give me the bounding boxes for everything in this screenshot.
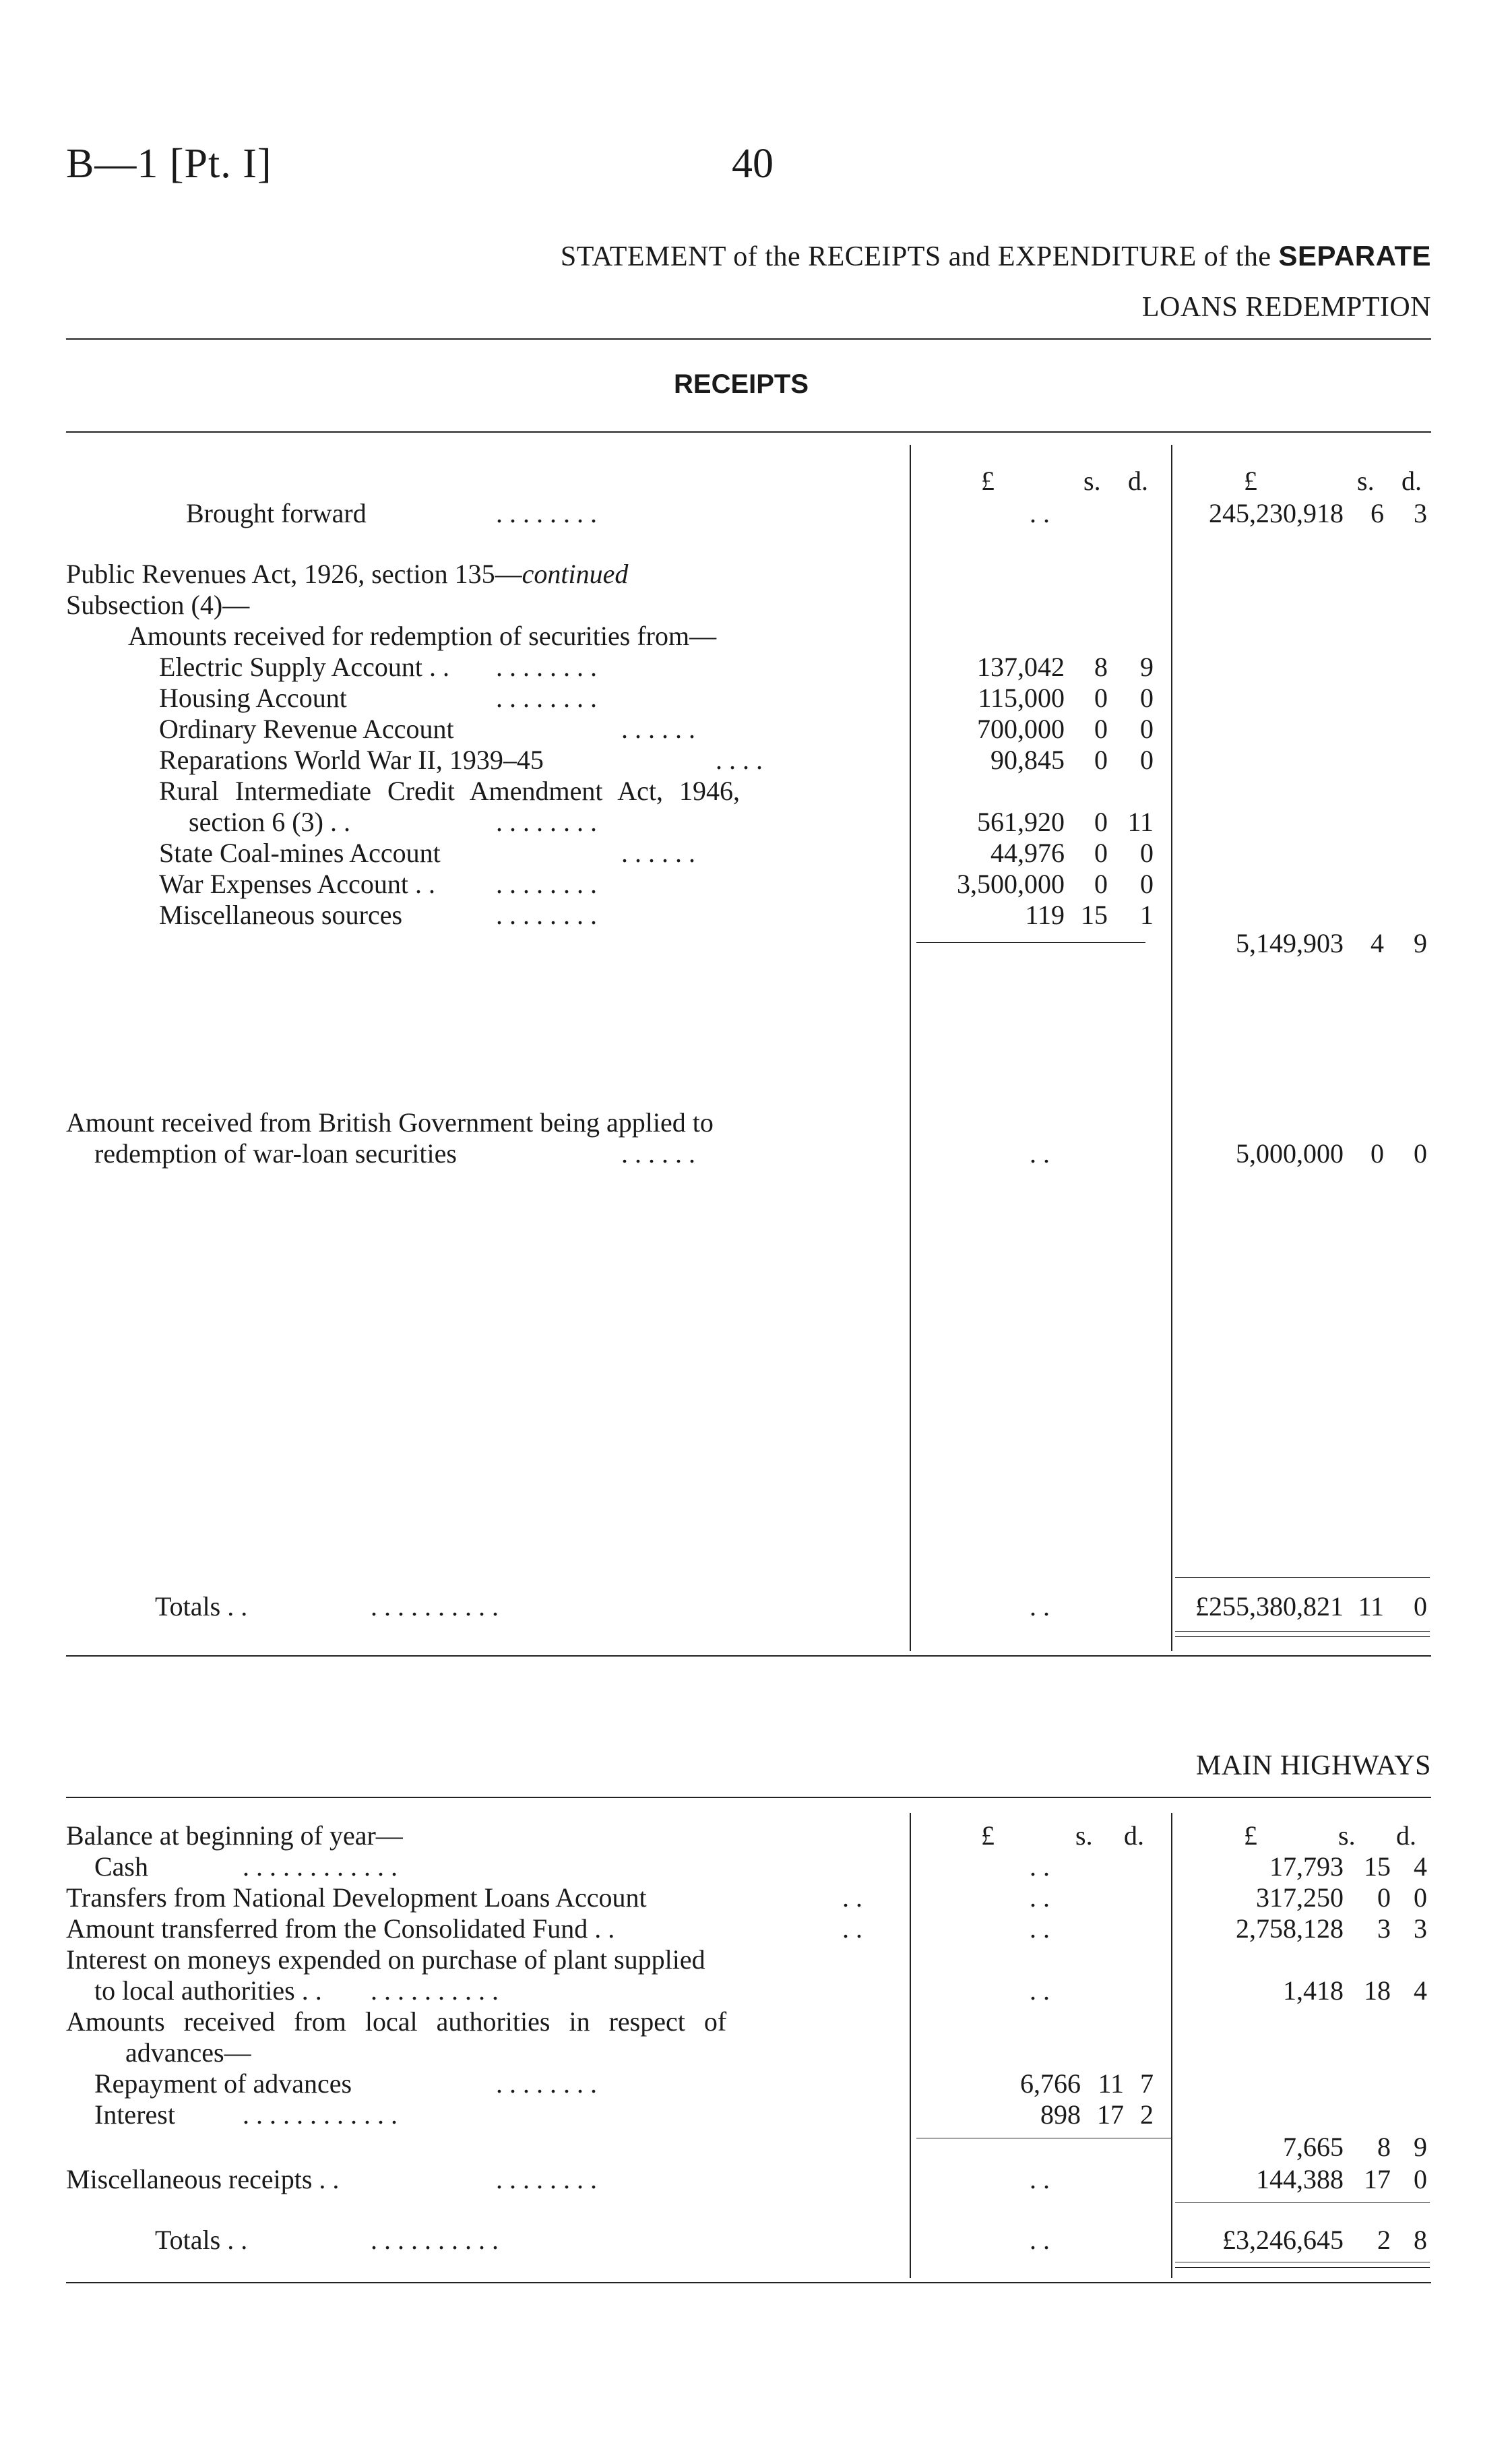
brought-forward-pound: 245,230,918 [1209, 498, 1344, 528]
totals-rule-top [1175, 2202, 1430, 2203]
local-subtotal-pound: 7,665 [1283, 2132, 1344, 2162]
leader-dots: . . [842, 1882, 862, 1913]
interest-plant-pound: 1,418 [1283, 1975, 1344, 2006]
leader-dots: . . . . . . . . . . . . [243, 1851, 398, 1882]
interest-pence: 2 [1140, 2099, 1154, 2130]
subtotal-pound: 5,149,903 [1236, 928, 1344, 958]
item-pound: 137,042 [977, 652, 1065, 682]
outer-pound-header: £ [1244, 466, 1257, 496]
inner-shilling-header: s. [1083, 466, 1101, 496]
leader-dots: . . . . . . . . . . . . [243, 2099, 398, 2130]
repayment-pound: 6,766 [1020, 2068, 1081, 2099]
brought-forward-shilling: 6 [1371, 498, 1384, 528]
totals-shilling: 2 [1377, 2225, 1391, 2255]
page-number: 40 [732, 141, 774, 187]
item-pound: 119 [1025, 900, 1065, 930]
item-shilling: 0 [1094, 683, 1108, 713]
empty-amount-dots: . . [1030, 1591, 1050, 1622]
item-pound: 700,000 [977, 714, 1065, 744]
british-label: Amount received from British Government being applied to [66, 1107, 714, 1138]
empty-amount-dots: . . [1030, 2225, 1050, 2255]
repayment-pence: 7 [1140, 2068, 1154, 2099]
misc-pence: 0 [1414, 2164, 1427, 2194]
statement-subtitle: LOANS REDEMPTION [1141, 292, 1431, 323]
leader-dots: . . . . . . . . [496, 652, 597, 682]
act-heading [66, 558, 628, 590]
local-heading: Amounts received from local authorities in respect of [66, 2006, 727, 2037]
interest-plant-label-continued: to local authorities . . [94, 1975, 322, 2006]
transfers-pence: 0 [1414, 1882, 1427, 1913]
interest-plant-shilling: 18 [1364, 1975, 1391, 2006]
item-pound: 90,845 [990, 745, 1065, 775]
consolidated-pence: 3 [1414, 1913, 1427, 1944]
leader-dots: . . . . . . [621, 838, 695, 868]
consolidated-pound: 2,758,128 [1236, 1913, 1344, 1944]
item-label: Miscellaneous sources [159, 900, 403, 930]
item-pence: 0 [1140, 714, 1154, 744]
rule-top [66, 338, 1431, 340]
leader-dots: . . . . . . . . [496, 2164, 597, 2194]
misc-pound: 144,388 [1256, 2164, 1344, 2194]
leader-dots: . . . . . . . . [496, 683, 597, 713]
leader-dots: . . . . . . . . [496, 869, 597, 899]
cash-shilling: 15 [1364, 1851, 1391, 1882]
item-pence: 1 [1140, 900, 1154, 930]
leader-dots: . . . . . . . . . . [371, 1591, 499, 1622]
empty-amount-dots: . . [1030, 1851, 1050, 1882]
statement-title-text: STATEMENT of the RECEIPTS and EXPENDITURE of the [560, 241, 1271, 272]
item-pence: 9 [1140, 652, 1154, 682]
transfers-shilling: 0 [1377, 1882, 1391, 1913]
item-shilling: 0 [1094, 807, 1108, 837]
item-label: Housing Account [159, 683, 347, 713]
leader-dots: . . [842, 1913, 862, 1944]
misc-shilling: 17 [1364, 2164, 1391, 2194]
item-shilling: 15 [1081, 900, 1108, 930]
consolidated-label: Amount transferred from the Consolidated Fund . . [66, 1913, 615, 1944]
balance-heading: Balance at beginning of year— [66, 1820, 403, 1851]
leader-dots: . . . . . . . . . . [371, 2225, 499, 2255]
column-rule-outer [1171, 1813, 1172, 2278]
item-label: War Expenses Account . . [159, 869, 435, 899]
british-label-continued: redemption of war-loan securities [94, 1138, 457, 1169]
subtotal-shilling: 4 [1371, 928, 1384, 958]
inner-pound-header: £ [981, 466, 995, 496]
empty-amount-dots: . . [1030, 1913, 1050, 1944]
rule-section-end [66, 1655, 1431, 1657]
subtotal-pence: 9 [1414, 928, 1427, 958]
act-heading-text: Public Revenues Act, 1926, section 135— [66, 559, 522, 589]
item-pence: 0 [1140, 869, 1154, 899]
item-pence: 11 [1127, 807, 1154, 837]
rule-section2-end [66, 2282, 1431, 2283]
empty-amount-dots: . . [1030, 1975, 1050, 2006]
item-pence: 0 [1140, 745, 1154, 775]
outer-shilling-header: s. [1357, 466, 1375, 496]
item-label: Ordinary Revenue Account [159, 714, 454, 744]
totals-double-rule [1175, 1636, 1430, 1637]
leader-dots: . . . . . . . . [496, 498, 597, 528]
totals-pound: £3,246,645 [1222, 2225, 1344, 2255]
brought-forward-label: Brought forward [186, 498, 367, 528]
document-reference: B—1 [Pt. I] [66, 141, 272, 187]
item-pound: 115,000 [978, 683, 1065, 713]
cash-pence: 4 [1414, 1851, 1427, 1882]
totals-pence: 8 [1414, 2225, 1427, 2255]
leader-dots: . . . . . . . . [496, 807, 597, 837]
local-subtotal-pence: 9 [1414, 2132, 1427, 2162]
interest-plant-pence: 4 [1414, 1975, 1427, 2006]
item-shilling: 8 [1094, 652, 1108, 682]
local-heading-continued: advances— [125, 2037, 251, 2068]
inner-shilling-header: s. [1075, 1820, 1093, 1851]
totals-shilling: 11 [1358, 1591, 1384, 1622]
empty-amount-dots: . . [1030, 1882, 1050, 1913]
interest-label: Interest [94, 2099, 175, 2130]
subsection-heading: Subsection (4)— [66, 590, 250, 620]
inner-pound-header: £ [981, 1820, 995, 1851]
statement-title-bold: SEPARATE [1278, 240, 1431, 272]
item-label-continued: section 6 (3) . . [189, 807, 350, 837]
outer-shilling-header: s. [1338, 1820, 1356, 1851]
totals-pound: £255,380,821 [1195, 1591, 1344, 1622]
empty-amount-dots: . . [1030, 1138, 1050, 1169]
outer-pence-header: d. [1396, 1820, 1416, 1851]
receipts-heading: RECEIPTS [674, 369, 809, 399]
item-shilling: 0 [1094, 838, 1108, 868]
item-pound: 561,920 [977, 807, 1065, 837]
outer-pound-header: £ [1244, 1820, 1257, 1851]
leader-dots: . . . . . . [621, 1138, 695, 1169]
totals-label: Totals . . [155, 1591, 248, 1622]
column-rule-outer [1171, 445, 1172, 1651]
brought-forward-pence: 3 [1414, 498, 1427, 528]
item-label: Rural Intermediate Credit Amendment Act, 1946, [159, 776, 741, 806]
totals-double-rule [1175, 1631, 1430, 1632]
leader-dots: . . . . [716, 745, 763, 775]
item-label: Reparations World War II, 1939–45 [159, 745, 544, 775]
misc-label: Miscellaneous receipts . . [66, 2164, 340, 2194]
interest-plant-label: Interest on moneys expended on purchase of plant supplied [66, 1944, 705, 1975]
rule-receipts [66, 431, 1431, 433]
interest-shilling: 17 [1097, 2099, 1124, 2130]
empty-amount-dots: . . [1030, 498, 1050, 528]
item-shilling: 0 [1094, 869, 1108, 899]
inner-pence-header: d. [1128, 466, 1148, 496]
transfers-pound: 317,250 [1256, 1882, 1344, 1913]
item-shilling: 0 [1094, 714, 1108, 744]
item-label: State Coal-mines Account [159, 838, 441, 868]
empty-amount-dots: . . [1030, 2164, 1050, 2194]
subtotal-rule [916, 942, 1145, 943]
transfers-label: Transfers from National Development Loans Account [66, 1882, 647, 1913]
amounts-intro: Amounts received for redemption of securities from— [128, 621, 717, 651]
cash-pound: 17,793 [1269, 1851, 1344, 1882]
interest-pound: 898 [1040, 2099, 1081, 2130]
column-rule-inner [910, 445, 911, 1651]
totals-rule-top [1175, 1577, 1430, 1578]
totals-double-rule [1175, 2267, 1430, 2268]
item-pence: 0 [1140, 838, 1154, 868]
item-pound: 3,500,000 [957, 869, 1065, 899]
cash-label: Cash [94, 1851, 148, 1882]
act-continued: continued [522, 559, 629, 589]
item-label: Electric Supply Account . . [159, 652, 450, 682]
section-title: MAIN HIGHWAYS [1195, 1750, 1431, 1781]
column-rule-inner [910, 1813, 911, 2278]
repayment-shilling: 11 [1098, 2068, 1124, 2099]
british-pence: 0 [1414, 1138, 1427, 1169]
outer-pence-header: d. [1401, 466, 1422, 496]
rule-section2-top [66, 1797, 1431, 1798]
british-shilling: 0 [1371, 1138, 1384, 1169]
consolidated-shilling: 3 [1377, 1913, 1391, 1944]
item-pound: 44,976 [990, 838, 1065, 868]
inner-pence-header: d. [1124, 1820, 1144, 1851]
item-pence: 0 [1140, 683, 1154, 713]
totals-pence: 0 [1414, 1591, 1427, 1622]
item-shilling: 0 [1094, 745, 1108, 775]
repayment-label: Repayment of advances [94, 2068, 352, 2099]
leader-dots: . . . . . . . . [496, 2068, 597, 2099]
leader-dots: . . . . . . . . . . [371, 1975, 499, 2006]
british-pound: 5,000,000 [1236, 1138, 1344, 1169]
totals-label: Totals . . [155, 2225, 248, 2255]
local-subtotal-shilling: 8 [1377, 2132, 1391, 2162]
leader-dots: . . . . . . [621, 714, 695, 744]
leader-dots: . . . . . . . . [496, 900, 597, 930]
statement-title [561, 240, 1431, 273]
